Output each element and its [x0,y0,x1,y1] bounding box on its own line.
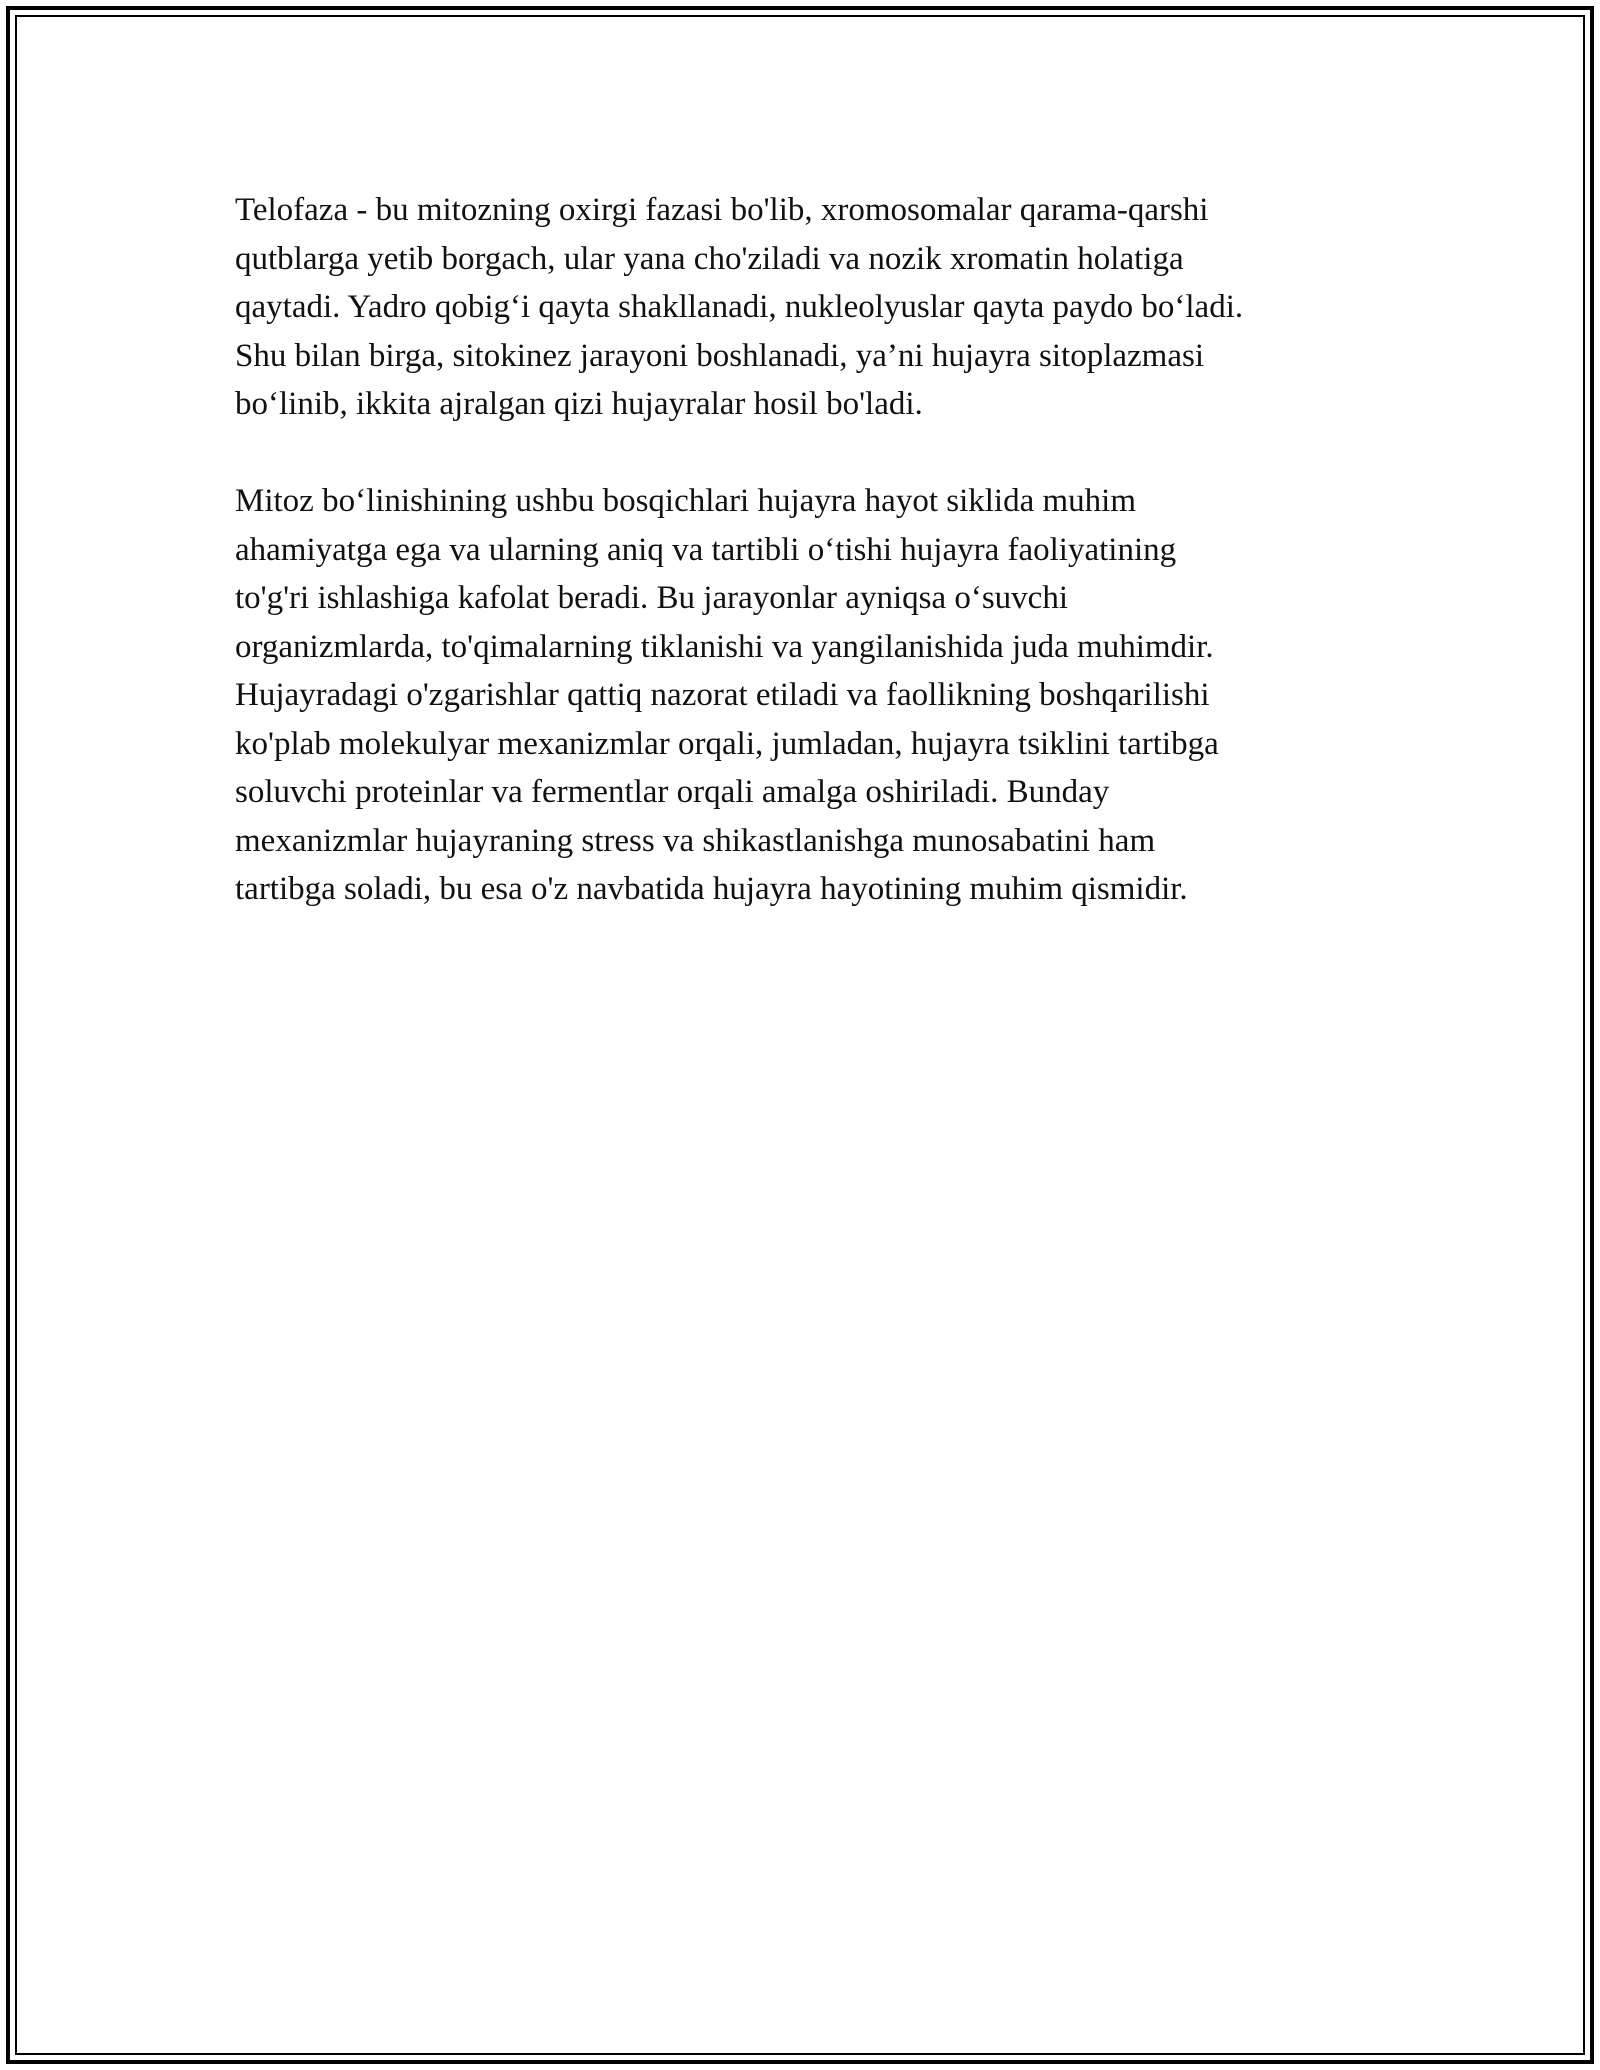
text-line: bo‘linib, ikkita ajralgan qizi hujayralar hosil bo'ladi. [235,386,923,422]
text-line: Shu bilan birga, sitokinez jarayoni boshlanadi, ya’ni hujayra sitoplazmasi [235,337,1205,374]
paragraph-telofaza [235,186,1365,429]
text-line: soluvchi proteinlar va fermentlar orqali amalga oshiriladi. Bunday [235,774,1110,810]
paragraph-mitoz [235,477,1365,914]
text-line: tartibga soladi, bu esa o'z navbatida hujayra hayotining muhim qismidir. [235,871,1188,907]
text-line: mexanizmlar hujayraning stress va shikastlanishga munosabatini ham [235,822,1156,859]
document-body [235,186,1365,962]
text-line: to'g'ri ishlashiga kafolat beradi. Bu jarayonlar ayniqsa o‘suvchi [235,580,1068,616]
text-line: organizmlarda, to'qimalarning tiklanishi va yangilanishida juda muhimdir. [235,628,1214,665]
text-line: Mitoz bo‘linishining ushbu bosqichlari hujayra hayot siklida muhim [235,483,1136,519]
text-line: Hujayradagi o'zgarishlar qattiq nazorat etiladi va faollikning boshqarilishi [235,677,1210,713]
text-line: ahamiyatga ega va ularning aniq va tartibli o‘tishi hujayra faoliyatining [235,531,1177,568]
text-line: qaytadi. Yadro qobig‘i qayta shakllanadi, nukleolyuslar qayta paydo bo‘ladi. [235,289,1244,325]
text-line: qutblarga yetib borgach, ular yana cho'ziladi va nozik xromatin holatiga [235,240,1184,277]
text-line: ko'plab molekulyar mexanizmlar orqali, jumladan, hujayra tsiklini tartibga [235,725,1219,762]
text-line: Telofaza - bu mitozning oxirgi fazasi bo'lib, xromosomalar qarama-qarshi [235,192,1209,228]
